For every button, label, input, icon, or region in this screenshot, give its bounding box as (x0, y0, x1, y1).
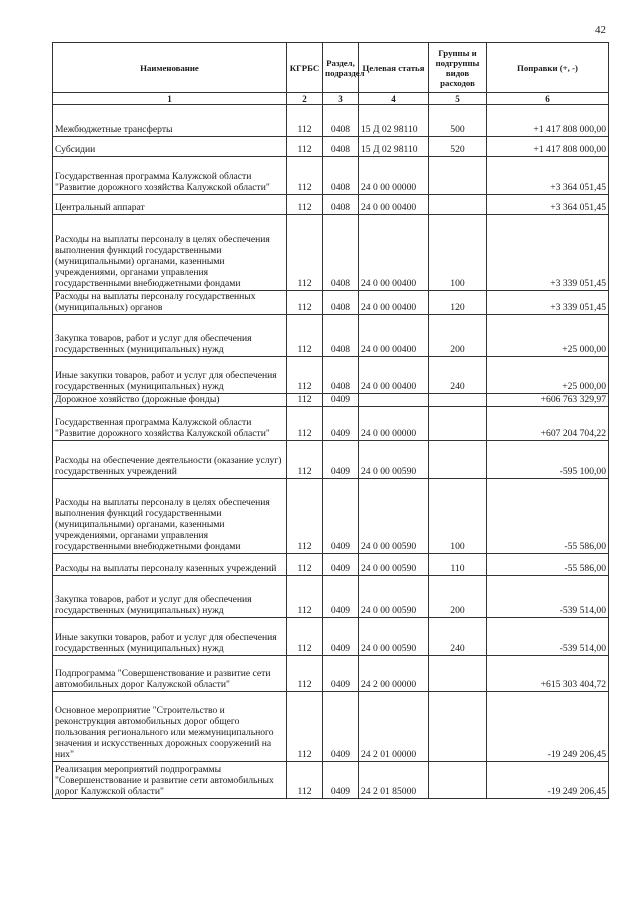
col-header-name: Наименование (53, 43, 287, 93)
row-razdel-cell: 0409 (323, 554, 359, 576)
table-row (53, 618, 609, 656)
col-number: 2 (287, 93, 323, 105)
row-kgrbs-cell: 112 (287, 692, 323, 762)
row-name-cell: Расходы на выплаты персоналу в целях обеспечения выполнения функций государственными (муниципальными) органами, казенными учреждениями, органами управления государственными внебюджетными фондами (53, 479, 287, 554)
row-name-cell: Иные закупки товаров, работ и услуг для обеспечения государственных (муниципальных) нужд (53, 618, 287, 656)
row-target-cell: 24 0 00 00000 (359, 407, 429, 441)
row-name-cell: Расходы на обеспечение деятельности (оказание услуг) государственных учреждений (53, 441, 287, 479)
row-name-cell: Субсидии (53, 137, 287, 157)
row-amount-cell: +3 339 051,45 (487, 215, 609, 291)
row-group-cell (429, 692, 487, 762)
row-kgrbs-cell: 112 (287, 407, 323, 441)
row-name-cell: Государственная программа Калужской области "Развитие дорожного хозяйства Калужской области" (53, 157, 287, 195)
row-razdel-cell: 0408 (323, 291, 359, 315)
row-razdel-cell: 0409 (323, 576, 359, 618)
row-group-cell (429, 407, 487, 441)
row-razdel-cell: 0408 (323, 315, 359, 357)
row-target-cell: 24 0 00 00590 (359, 441, 429, 479)
row-razdel-cell: 0409 (323, 618, 359, 656)
row-name-cell: Подпрограмма "Совершенствование и развитие сети автомобильных дорог Калужской области" (53, 656, 287, 692)
row-amount-cell: +606 763 329,97 (487, 394, 609, 407)
row-target-cell: 24 2 01 00000 (359, 692, 429, 762)
row-name-cell: Расходы на выплаты персоналу в целях обеспечения выполнения функций государственными (муниципальными) органами, казенными учреждениями, органами управления государственными внебюджетными фондами (53, 215, 287, 291)
table-row (53, 105, 609, 137)
row-group-cell (429, 656, 487, 692)
row-kgrbs-cell: 112 (287, 137, 323, 157)
table-row (53, 315, 609, 357)
row-group-cell: 500 (429, 105, 487, 137)
row-kgrbs-cell: 112 (287, 157, 323, 195)
row-target-cell: 24 0 00 00400 (359, 315, 429, 357)
table-row (53, 137, 609, 157)
row-razdel-cell: 0409 (323, 441, 359, 479)
row-group-cell: 100 (429, 479, 487, 554)
row-amount-cell: -55 586,00 (487, 479, 609, 554)
row-kgrbs-cell: 112 (287, 195, 323, 215)
row-target-cell: 15 Д 02 98110 (359, 105, 429, 137)
row-group-cell: 100 (429, 215, 487, 291)
row-razdel-cell: 0409 (323, 692, 359, 762)
table-row (53, 656, 609, 692)
row-amount-cell: +25 000,00 (487, 357, 609, 394)
table-row (53, 554, 609, 576)
row-amount-cell: -19 249 206,45 (487, 762, 609, 799)
col-number: 6 (487, 93, 609, 105)
row-amount-cell: -539 514,00 (487, 618, 609, 656)
row-amount-cell: -595 100,00 (487, 441, 609, 479)
row-group-cell: 200 (429, 315, 487, 357)
row-razdel-cell: 0408 (323, 195, 359, 215)
row-amount-cell: +3 364 051,45 (487, 157, 609, 195)
row-kgrbs-cell: 112 (287, 394, 323, 407)
col-number: 4 (359, 93, 429, 105)
row-group-cell: 240 (429, 618, 487, 656)
row-name-cell: Центральный аппарат (53, 195, 287, 215)
row-group-cell: 240 (429, 357, 487, 394)
table-row (53, 762, 609, 799)
table-row (53, 291, 609, 315)
row-name-cell: Дорожное хозяйство (дорожные фонды) (53, 394, 287, 407)
row-target-cell: 24 0 00 00000 (359, 157, 429, 195)
table-row (53, 692, 609, 762)
row-target-cell: 24 0 00 00590 (359, 576, 429, 618)
row-target-cell: 24 0 00 00400 (359, 357, 429, 394)
row-group-cell (429, 441, 487, 479)
row-amount-cell: -55 586,00 (487, 554, 609, 576)
col-number: 5 (429, 93, 487, 105)
row-target-cell: 24 2 00 00000 (359, 656, 429, 692)
row-amount-cell: +607 204 704,22 (487, 407, 609, 441)
row-kgrbs-cell: 112 (287, 215, 323, 291)
row-razdel-cell: 0408 (323, 357, 359, 394)
col-header-group: Группы и подгруппы видов расходов (429, 43, 487, 93)
row-kgrbs-cell: 112 (287, 357, 323, 394)
row-name-cell: Закупка товаров, работ и услуг для обеспечения государственных (муниципальных) нужд (53, 315, 287, 357)
row-name-cell: Реализация мероприятий подпрограммы "Совершенствование и развитие сети автомобильных дорог Калужской области" (53, 762, 287, 799)
row-kgrbs-cell: 112 (287, 479, 323, 554)
row-razdel-cell: 0409 (323, 394, 359, 407)
budget-amendments-table (52, 42, 609, 799)
row-razdel-cell: 0409 (323, 656, 359, 692)
col-header-amount: Поправки (+, -) (487, 43, 609, 93)
row-razdel-cell: 0409 (323, 407, 359, 441)
row-amount-cell: +1 417 808 000,00 (487, 137, 609, 157)
column-number-row (53, 93, 609, 105)
table-body (53, 105, 609, 799)
row-name-cell: Расходы на выплаты персоналу казенных учреждений (53, 554, 287, 576)
row-razdel-cell: 0409 (323, 479, 359, 554)
row-group-cell: 110 (429, 554, 487, 576)
table-row (53, 441, 609, 479)
row-razdel-cell: 0409 (323, 762, 359, 799)
row-kgrbs-cell: 112 (287, 656, 323, 692)
row-group-cell (429, 394, 487, 407)
row-razdel-cell: 0408 (323, 157, 359, 195)
row-kgrbs-cell: 112 (287, 291, 323, 315)
row-amount-cell: +1 417 808 000,00 (487, 105, 609, 137)
col-number: 3 (323, 93, 359, 105)
row-kgrbs-cell: 112 (287, 618, 323, 656)
row-kgrbs-cell: 112 (287, 441, 323, 479)
page-number: 42 (595, 24, 606, 36)
row-amount-cell: -19 249 206,45 (487, 692, 609, 762)
row-name-cell: Расходы на выплаты персоналу государственных (муниципальных) органов (53, 291, 287, 315)
row-name-cell: Закупка товаров, работ и услуг для обеспечения государственных (муниципальных) нужд (53, 576, 287, 618)
table-row (53, 407, 609, 441)
row-target-cell: 24 0 00 00590 (359, 554, 429, 576)
col-header-target: Целевая статья (359, 43, 429, 93)
row-razdel-cell: 0408 (323, 215, 359, 291)
row-name-cell: Государственная программа Калужской области "Развитие дорожного хозяйства Калужской области" (53, 407, 287, 441)
row-razdel-cell: 0408 (323, 105, 359, 137)
row-amount-cell: -539 514,00 (487, 576, 609, 618)
row-amount-cell: +3 339 051,45 (487, 291, 609, 315)
row-target-cell: 24 2 01 85000 (359, 762, 429, 799)
row-group-cell (429, 762, 487, 799)
row-name-cell: Иные закупки товаров, работ и услуг для обеспечения государственных (муниципальных) нужд (53, 357, 287, 394)
row-group-cell (429, 157, 487, 195)
table-row (53, 357, 609, 394)
row-kgrbs-cell: 112 (287, 554, 323, 576)
table-row (53, 215, 609, 291)
row-amount-cell: +3 364 051,45 (487, 195, 609, 215)
row-group-cell: 200 (429, 576, 487, 618)
col-header-razdel: Раздел, подраздел (323, 43, 359, 93)
row-group-cell (429, 195, 487, 215)
row-kgrbs-cell: 112 (287, 315, 323, 357)
row-target-cell: 15 Д 02 98110 (359, 137, 429, 157)
table-row (53, 576, 609, 618)
row-razdel-cell: 0408 (323, 137, 359, 157)
header-row (53, 43, 609, 93)
row-target-cell: 24 0 00 00400 (359, 215, 429, 291)
row-target-cell (359, 394, 429, 407)
row-target-cell: 24 0 00 00590 (359, 618, 429, 656)
table-row (53, 394, 609, 407)
table-row (53, 195, 609, 215)
table-row (53, 157, 609, 195)
row-name-cell: Межбюджетные трансферты (53, 105, 287, 137)
row-target-cell: 24 0 00 00590 (359, 479, 429, 554)
col-header-kgrbs: КГРБС (287, 43, 323, 93)
row-amount-cell: +615 303 404,72 (487, 656, 609, 692)
row-name-cell: Основное мероприятие "Строительство и реконструкция автомобильных дорог общего пользования регионального или межмуниципального значения и искусственных дорожных сооружений на них" (53, 692, 287, 762)
row-group-cell: 520 (429, 137, 487, 157)
row-target-cell: 24 0 00 00400 (359, 195, 429, 215)
table-row (53, 479, 609, 554)
col-number: 1 (53, 93, 287, 105)
row-kgrbs-cell: 112 (287, 105, 323, 137)
row-amount-cell: +25 000,00 (487, 315, 609, 357)
row-group-cell: 120 (429, 291, 487, 315)
row-kgrbs-cell: 112 (287, 576, 323, 618)
row-target-cell: 24 0 00 00400 (359, 291, 429, 315)
row-kgrbs-cell: 112 (287, 762, 323, 799)
